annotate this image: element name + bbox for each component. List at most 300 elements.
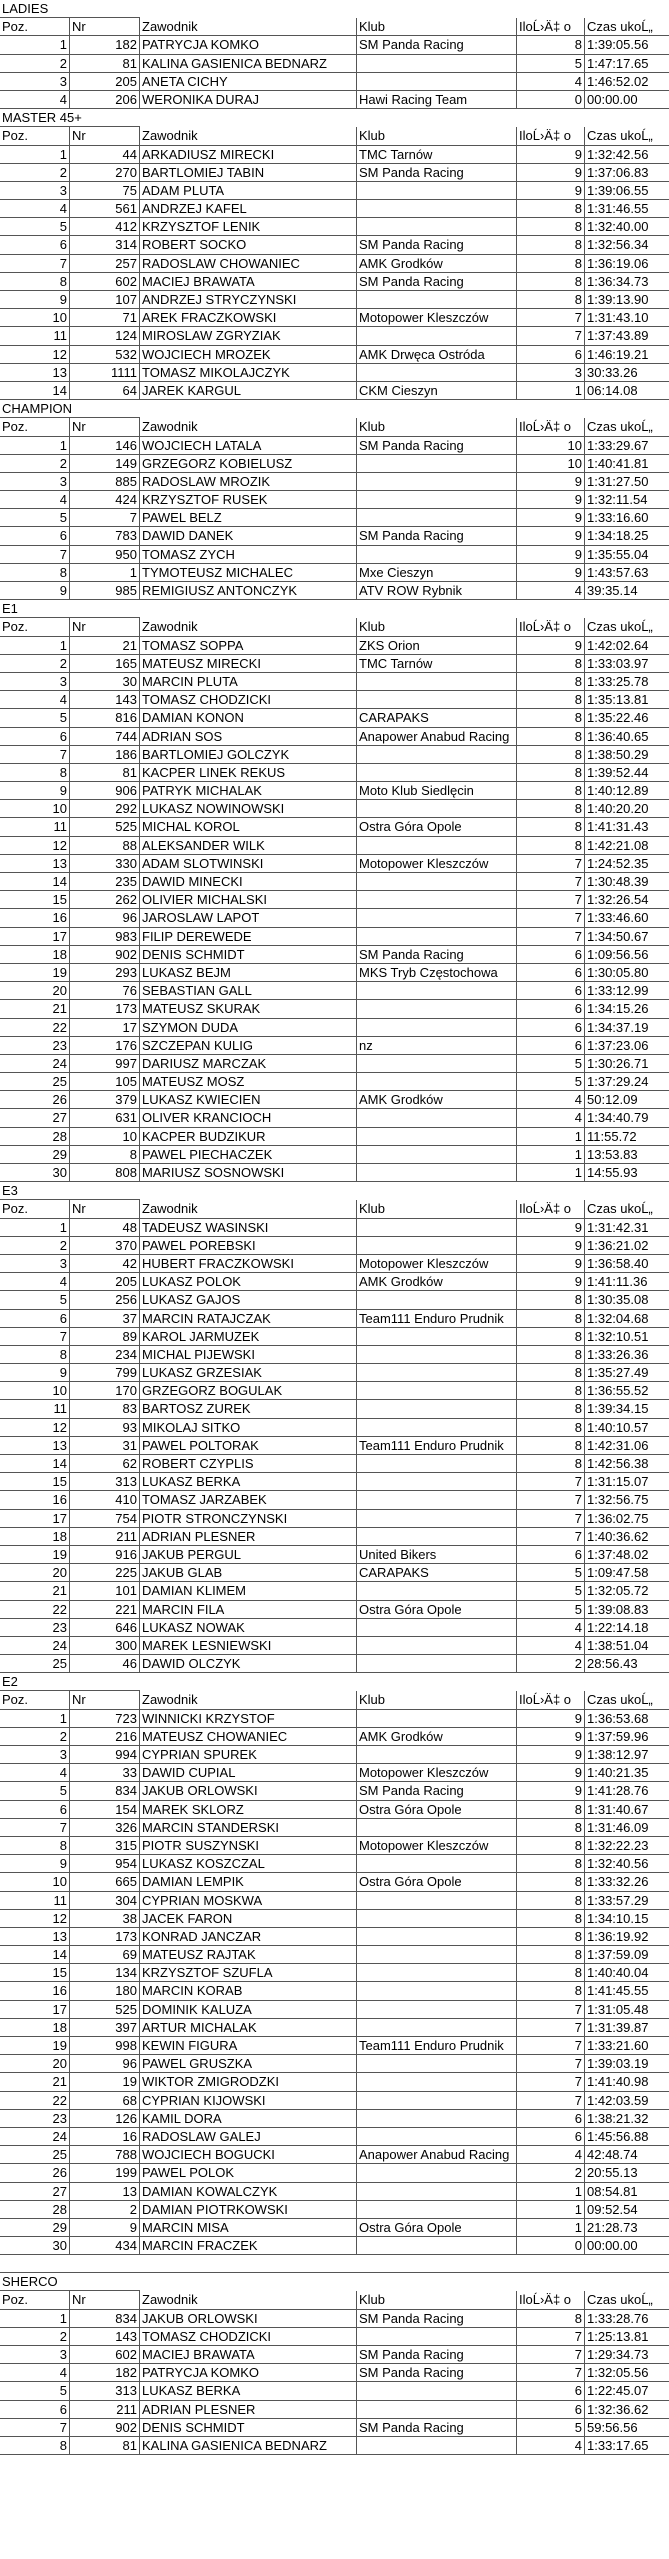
cell-zawodnik: MATEUSZ MOSZ bbox=[140, 1073, 357, 1091]
cell-zawodnik: CYPRIAN KIJOWSKI bbox=[140, 2092, 357, 2110]
cell-poz: 2 bbox=[0, 655, 70, 673]
table-row bbox=[0, 437, 669, 455]
cell-nr: 16 bbox=[70, 2128, 140, 2146]
cell-poz: 10 bbox=[0, 309, 70, 327]
cell-ilosc: 9 bbox=[517, 1728, 585, 1746]
cell-zawodnik: MARIUSZ SOSNOWSKI bbox=[140, 1164, 357, 1182]
cell-ilosc: 4 bbox=[517, 1619, 585, 1637]
cell-czas: 1:40:21.35 bbox=[585, 1764, 669, 1782]
cell-zawodnik: LUKASZ BERKA bbox=[140, 2382, 357, 2400]
cell-zawodnik: ROBERT CZYPLIS bbox=[140, 1455, 357, 1473]
cell-ilosc: 8 bbox=[517, 1346, 585, 1364]
table-row bbox=[0, 1364, 669, 1382]
cell-klub bbox=[357, 73, 517, 91]
cell-czas: 1:32:04.68 bbox=[585, 1310, 669, 1328]
column-header-czas: Czas ukoĹ„ bbox=[585, 18, 669, 36]
table-row bbox=[0, 1473, 669, 1491]
cell-poz: 6 bbox=[0, 236, 70, 254]
table-row bbox=[0, 2401, 669, 2419]
table-row bbox=[0, 2219, 669, 2237]
cell-ilosc: 7 bbox=[517, 1473, 585, 1491]
table-row bbox=[0, 637, 669, 655]
cell-ilosc: 6 bbox=[517, 1019, 585, 1037]
cell-nr: 107 bbox=[70, 291, 140, 309]
cell-poz: 16 bbox=[0, 1491, 70, 1509]
cell-poz: 6 bbox=[0, 728, 70, 746]
cell-nr: 96 bbox=[70, 2055, 140, 2073]
cell-nr: 370 bbox=[70, 1237, 140, 1255]
table-row bbox=[0, 527, 669, 545]
cell-ilosc: 9 bbox=[517, 509, 585, 527]
table-row bbox=[0, 1219, 669, 1237]
cell-zawodnik: ROBERT SOCKO bbox=[140, 236, 357, 254]
cell-klub bbox=[357, 1746, 517, 1764]
cell-ilosc: 7 bbox=[517, 1528, 585, 1546]
table-row bbox=[0, 782, 669, 800]
cell-zawodnik: MAREK LESNIEWSKI bbox=[140, 1637, 357, 1655]
cell-klub bbox=[357, 2237, 517, 2255]
table-row bbox=[0, 2037, 669, 2055]
cell-poz: 3 bbox=[0, 1746, 70, 1764]
cell-poz: 30 bbox=[0, 2237, 70, 2255]
cell-poz: 9 bbox=[0, 1364, 70, 1382]
cell-zawodnik: TOMASZ CHODZICKI bbox=[140, 2328, 357, 2346]
column-header-ilosc: IloĹ›Ä‡ o bbox=[517, 1691, 585, 1709]
category-title-text: LADIES bbox=[0, 0, 140, 18]
table-row bbox=[0, 1091, 669, 1109]
cell-ilosc: 1 bbox=[517, 382, 585, 400]
cell-czas: 1:33:21.60 bbox=[585, 2037, 669, 2055]
cell-poz: 14 bbox=[0, 382, 70, 400]
table-row bbox=[0, 964, 669, 982]
cell-czas: 00:00.00 bbox=[585, 91, 669, 109]
cell-zawodnik: MATEUSZ RAJTAK bbox=[140, 1946, 357, 1964]
table-row bbox=[0, 509, 669, 527]
cell-klub bbox=[357, 1328, 517, 1346]
cell-nr: 31 bbox=[70, 1437, 140, 1455]
cell-ilosc: 7 bbox=[517, 2092, 585, 2110]
table-row bbox=[0, 2328, 669, 2346]
cell-ilosc: 4 bbox=[517, 582, 585, 600]
table-row bbox=[0, 1764, 669, 1782]
cell-klub: CARAPAKS bbox=[357, 709, 517, 727]
cell-zawodnik: ARTUR MICHALAK bbox=[140, 2019, 357, 2037]
table-row bbox=[0, 691, 669, 709]
column-header-ilosc: IloĹ›Ä‡ o bbox=[517, 18, 585, 36]
cell-ilosc: 6 bbox=[517, 946, 585, 964]
cell-poz: 1 bbox=[0, 1219, 70, 1237]
cell-zawodnik: ADRIAN SOS bbox=[140, 728, 357, 746]
table-row bbox=[0, 1546, 669, 1564]
cell-ilosc: 6 bbox=[517, 2128, 585, 2146]
column-header-ilosc: IloĹ›Ä‡ o bbox=[517, 418, 585, 436]
cell-poz: 24 bbox=[0, 2128, 70, 2146]
cell-ilosc: 8 bbox=[517, 1837, 585, 1855]
table-row bbox=[0, 1619, 669, 1637]
cell-zawodnik: LUKASZ GRZESIAK bbox=[140, 1364, 357, 1382]
cell-zawodnik: MATEUSZ SKURAK bbox=[140, 1000, 357, 1018]
cell-poz: 6 bbox=[0, 527, 70, 545]
cell-klub bbox=[357, 473, 517, 491]
cell-czas: 1:30:05.80 bbox=[585, 964, 669, 982]
cell-poz: 27 bbox=[0, 1109, 70, 1127]
cell-czas: 1:37:48.02 bbox=[585, 1546, 669, 1564]
cell-nr: 950 bbox=[70, 546, 140, 564]
cell-zawodnik: KONRAD JANCZAR bbox=[140, 1928, 357, 1946]
cell-klub bbox=[357, 1928, 517, 1946]
cell-nr: 134 bbox=[70, 1964, 140, 1982]
cell-nr: 525 bbox=[70, 2001, 140, 2019]
cell-zawodnik: TOMASZ SOPPA bbox=[140, 637, 357, 655]
table-row bbox=[0, 818, 669, 836]
cell-klub: nz bbox=[357, 1037, 517, 1055]
column-header-klub: Klub bbox=[357, 18, 517, 36]
cell-poz: 6 bbox=[0, 2401, 70, 2419]
cell-ilosc: 8 bbox=[517, 1982, 585, 2000]
cell-zawodnik: TOMASZ ZYCH bbox=[140, 546, 357, 564]
cell-klub: SM Panda Racing bbox=[357, 2346, 517, 2364]
table-row bbox=[0, 1055, 669, 1073]
cell-zawodnik: LUKASZ BEJM bbox=[140, 964, 357, 982]
column-header-klub: Klub bbox=[357, 127, 517, 145]
cell-ilosc: 1 bbox=[517, 2183, 585, 2201]
table-row bbox=[0, 2055, 669, 2073]
cell-ilosc: 8 bbox=[517, 1400, 585, 1418]
cell-zawodnik: DENIS SCHMIDT bbox=[140, 946, 357, 964]
cell-ilosc: 8 bbox=[517, 1928, 585, 1946]
cell-zawodnik: PATRYCJA KOMKO bbox=[140, 36, 357, 54]
cell-czas: 1:32:42.56 bbox=[585, 146, 669, 164]
cell-ilosc: 8 bbox=[517, 1437, 585, 1455]
cell-ilosc: 0 bbox=[517, 91, 585, 109]
cell-zawodnik: GRZEGORZ BOGULAK bbox=[140, 1382, 357, 1400]
cell-czas: 1:33:17.65 bbox=[585, 2437, 669, 2455]
cell-ilosc: 1 bbox=[517, 1146, 585, 1164]
column-header-klub: Klub bbox=[357, 418, 517, 436]
cell-nr: 205 bbox=[70, 1273, 140, 1291]
cell-nr: 314 bbox=[70, 236, 140, 254]
table-row bbox=[0, 491, 669, 509]
cell-ilosc: 8 bbox=[517, 1328, 585, 1346]
cell-nr: 13 bbox=[70, 2183, 140, 2201]
cell-nr: 182 bbox=[70, 2364, 140, 2382]
cell-ilosc: 6 bbox=[517, 2401, 585, 2419]
cell-nr: 93 bbox=[70, 1419, 140, 1437]
cell-zawodnik: JACEK FARON bbox=[140, 1910, 357, 1928]
cell-zawodnik: MICHAL PIJEWSKI bbox=[140, 1346, 357, 1364]
cell-czas: 1:36:19.92 bbox=[585, 1928, 669, 1946]
cell-czas: 1:37:06.83 bbox=[585, 164, 669, 182]
column-header-klub: Klub bbox=[357, 2291, 517, 2309]
table-row bbox=[0, 2019, 669, 2037]
cell-ilosc: 8 bbox=[517, 1910, 585, 1928]
cell-nr: 262 bbox=[70, 891, 140, 909]
table-row bbox=[0, 1782, 669, 1800]
cell-klub: SM Panda Racing bbox=[357, 2419, 517, 2437]
cell-ilosc: 8 bbox=[517, 236, 585, 254]
cell-poz: 24 bbox=[0, 1637, 70, 1655]
cell-zawodnik: RADOSLAW GALEJ bbox=[140, 2128, 357, 2146]
cell-ilosc: 6 bbox=[517, 1546, 585, 1564]
cell-poz: 4 bbox=[0, 691, 70, 709]
cell-nr: 410 bbox=[70, 1491, 140, 1509]
cell-klub bbox=[357, 2019, 517, 2037]
cell-nr: 834 bbox=[70, 2310, 140, 2328]
cell-klub: AMK Grodków bbox=[357, 1091, 517, 1109]
cell-czas: 1:39:03.19 bbox=[585, 2055, 669, 2073]
cell-czas: 00:00.00 bbox=[585, 2237, 669, 2255]
cell-ilosc: 8 bbox=[517, 1310, 585, 1328]
cell-czas: 1:36:21.02 bbox=[585, 1237, 669, 1255]
cell-zawodnik: FILIP DEREWEDE bbox=[140, 928, 357, 946]
cell-nr: 906 bbox=[70, 782, 140, 800]
cell-nr: 33 bbox=[70, 1764, 140, 1782]
cell-ilosc: 8 bbox=[517, 1419, 585, 1437]
cell-klub: Team111 Enduro Prudnik bbox=[357, 1310, 517, 1328]
cell-poz: 1 bbox=[0, 637, 70, 655]
cell-czas: 39:35.14 bbox=[585, 582, 669, 600]
cell-nr: 665 bbox=[70, 1873, 140, 1891]
cell-klub: SM Panda Racing bbox=[357, 527, 517, 545]
cell-nr: 101 bbox=[70, 1582, 140, 1600]
cell-zawodnik: JAREK KARGUL bbox=[140, 382, 357, 400]
column-header-czas: Czas ukoĹ„ bbox=[585, 2291, 669, 2309]
cell-ilosc: 8 bbox=[517, 746, 585, 764]
cell-czas: 1:22:45.07 bbox=[585, 2382, 669, 2400]
table-row bbox=[0, 2382, 669, 2400]
cell-ilosc: 9 bbox=[517, 1237, 585, 1255]
cell-zawodnik: MIROSLAW ZGRYZIAK bbox=[140, 327, 357, 345]
cell-klub bbox=[357, 327, 517, 345]
cell-czas: 1:35:27.49 bbox=[585, 1364, 669, 1382]
cell-nr: 42 bbox=[70, 1255, 140, 1273]
cell-klub bbox=[357, 1946, 517, 1964]
cell-czas: 1:39:06.55 bbox=[585, 182, 669, 200]
cell-klub bbox=[357, 2183, 517, 2201]
cell-klub bbox=[357, 1400, 517, 1418]
column-header-poz: Poz. bbox=[0, 418, 70, 436]
cell-ilosc: 8 bbox=[517, 2310, 585, 2328]
cell-klub bbox=[357, 1073, 517, 1091]
column-header-poz: Poz. bbox=[0, 18, 70, 36]
cell-poz: 4 bbox=[0, 1273, 70, 1291]
cell-poz: 4 bbox=[0, 91, 70, 109]
cell-nr: 7 bbox=[70, 509, 140, 527]
cell-zawodnik: BARTOSZ ZUREK bbox=[140, 1400, 357, 1418]
cell-klub: CARAPAKS bbox=[357, 1564, 517, 1582]
cell-klub: Ostra Góra Opole bbox=[357, 818, 517, 836]
cell-ilosc: 2 bbox=[517, 1655, 585, 1673]
cell-klub: SM Panda Racing bbox=[357, 946, 517, 964]
cell-poz: 12 bbox=[0, 837, 70, 855]
cell-zawodnik: MATEUSZ MIRECKI bbox=[140, 655, 357, 673]
column-header-zawodnik: Zawodnik bbox=[140, 2291, 357, 2309]
table-row bbox=[0, 55, 669, 73]
cell-zawodnik: KRZYSZTOF SZUFLA bbox=[140, 1964, 357, 1982]
cell-nr: 8 bbox=[70, 1146, 140, 1164]
cell-zawodnik: PAWEL POREBSKI bbox=[140, 1237, 357, 1255]
cell-zawodnik: ANDRZEJ STRYCZYNSKI bbox=[140, 291, 357, 309]
cell-czas: 1:31:05.48 bbox=[585, 2001, 669, 2019]
cell-czas: 1:39:08.83 bbox=[585, 1601, 669, 1619]
cell-nr: 270 bbox=[70, 164, 140, 182]
cell-zawodnik: DAWID OLCZYK bbox=[140, 1655, 357, 1673]
cell-ilosc: 8 bbox=[517, 800, 585, 818]
table-row bbox=[0, 1946, 669, 1964]
cell-czas: 1:39:34.15 bbox=[585, 1400, 669, 1418]
cell-czas: 1:46:52.02 bbox=[585, 73, 669, 91]
cell-czas: 1:34:50.67 bbox=[585, 928, 669, 946]
cell-klub: AMK Grodków bbox=[357, 1273, 517, 1291]
cell-klub bbox=[357, 1346, 517, 1364]
cell-nr: 799 bbox=[70, 1364, 140, 1382]
cell-zawodnik: PIOTR SUSZYNSKI bbox=[140, 1837, 357, 1855]
cell-poz: 1 bbox=[0, 146, 70, 164]
table-row bbox=[0, 2128, 669, 2146]
table-row bbox=[0, 1710, 669, 1728]
cell-czas: 1:37:43.89 bbox=[585, 327, 669, 345]
cell-ilosc: 9 bbox=[517, 1782, 585, 1800]
cell-nr: 788 bbox=[70, 2146, 140, 2164]
cell-nr: 834 bbox=[70, 1782, 140, 1800]
cell-klub: MKS Tryb Częstochowa bbox=[357, 964, 517, 982]
cell-zawodnik: OLIVER KRANCIOCH bbox=[140, 1109, 357, 1127]
table-row bbox=[0, 236, 669, 254]
cell-ilosc: 7 bbox=[517, 909, 585, 927]
cell-czas: 1:33:32.26 bbox=[585, 1873, 669, 1891]
cell-zawodnik: KALINA GASIENICA BEDNARZ bbox=[140, 2437, 357, 2455]
cell-klub bbox=[357, 1473, 517, 1491]
cell-klub bbox=[357, 1000, 517, 1018]
cell-klub bbox=[357, 2055, 517, 2073]
table-row bbox=[0, 73, 669, 91]
table-row bbox=[0, 1346, 669, 1364]
cell-klub: AMK Drwęca Ostróda bbox=[357, 346, 517, 364]
cell-klub bbox=[357, 800, 517, 818]
cell-poz: 2 bbox=[0, 55, 70, 73]
cell-klub bbox=[357, 2001, 517, 2019]
cell-poz: 2 bbox=[0, 2328, 70, 2346]
column-header-czas: Czas ukoĹ„ bbox=[585, 1200, 669, 1218]
cell-zawodnik: LUKASZ POLOK bbox=[140, 1273, 357, 1291]
cell-ilosc: 8 bbox=[517, 818, 585, 836]
cell-zawodnik: PAWEL POLOK bbox=[140, 2164, 357, 2182]
cell-czas: 1:40:12.89 bbox=[585, 782, 669, 800]
cell-czas: 1:43:57.63 bbox=[585, 564, 669, 582]
cell-ilosc: 7 bbox=[517, 309, 585, 327]
cell-nr: 173 bbox=[70, 1928, 140, 1946]
cell-poz: 29 bbox=[0, 2219, 70, 2237]
cell-czas: 1:41:45.55 bbox=[585, 1982, 669, 2000]
cell-ilosc: 4 bbox=[517, 2146, 585, 2164]
cell-poz: 16 bbox=[0, 909, 70, 927]
column-header-row bbox=[0, 127, 669, 145]
table-row bbox=[0, 1655, 669, 1673]
cell-czas: 1:31:40.67 bbox=[585, 1801, 669, 1819]
cell-klub: SM Panda Racing bbox=[357, 273, 517, 291]
cell-klub: Motopower Kleszczów bbox=[357, 309, 517, 327]
cell-czas: 1:42:31.06 bbox=[585, 1437, 669, 1455]
cell-klub bbox=[357, 1510, 517, 1528]
cell-poz: 15 bbox=[0, 1473, 70, 1491]
cell-poz: 7 bbox=[0, 1328, 70, 1346]
category-title bbox=[0, 109, 669, 127]
cell-ilosc: 10 bbox=[517, 455, 585, 473]
cell-poz: 5 bbox=[0, 1782, 70, 1800]
table-row bbox=[0, 1310, 669, 1328]
column-header-czas: Czas ukoĹ„ bbox=[585, 1691, 669, 1709]
cell-czas: 1:41:31.43 bbox=[585, 818, 669, 836]
cell-nr: 182 bbox=[70, 36, 140, 54]
cell-czas: 1:37:29.24 bbox=[585, 1073, 669, 1091]
cell-czas: 1:32:11.54 bbox=[585, 491, 669, 509]
cell-nr: 44 bbox=[70, 146, 140, 164]
cell-nr: 46 bbox=[70, 1655, 140, 1673]
cell-klub: TMC Tarnów bbox=[357, 655, 517, 673]
cell-zawodnik: JAROSLAW LAPOT bbox=[140, 909, 357, 927]
table-row bbox=[0, 1910, 669, 1928]
cell-zawodnik: ADRIAN PLESNER bbox=[140, 2401, 357, 2419]
cell-zawodnik: LUKASZ KOSZCZAL bbox=[140, 1855, 357, 1873]
cell-zawodnik: DAMIAN KLIMEM bbox=[140, 1582, 357, 1600]
cell-nr: 154 bbox=[70, 1801, 140, 1819]
cell-ilosc: 7 bbox=[517, 891, 585, 909]
cell-ilosc: 8 bbox=[517, 1873, 585, 1891]
cell-nr: 602 bbox=[70, 2346, 140, 2364]
column-header-zawodnik: Zawodnik bbox=[140, 127, 357, 145]
cell-klub bbox=[357, 1219, 517, 1237]
cell-klub: AMK Grodków bbox=[357, 1728, 517, 1746]
cell-czas: 1:36:40.65 bbox=[585, 728, 669, 746]
cell-czas: 1:33:25.78 bbox=[585, 673, 669, 691]
cell-klub bbox=[357, 1237, 517, 1255]
cell-czas: 1:37:59.96 bbox=[585, 1728, 669, 1746]
cell-nr: 315 bbox=[70, 1837, 140, 1855]
cell-nr: 199 bbox=[70, 2164, 140, 2182]
cell-nr: 176 bbox=[70, 1037, 140, 1055]
cell-poz: 29 bbox=[0, 1146, 70, 1164]
cell-ilosc: 7 bbox=[517, 2346, 585, 2364]
column-header-czas: Czas ukoĹ„ bbox=[585, 127, 669, 145]
column-header-nr: Nr bbox=[70, 418, 140, 436]
table-row bbox=[0, 2201, 669, 2219]
column-header-nr: Nr bbox=[70, 127, 140, 145]
cell-klub: CKM Cieszyn bbox=[357, 382, 517, 400]
cell-zawodnik: DOMINIK KALUZA bbox=[140, 2001, 357, 2019]
cell-czas: 13:53.83 bbox=[585, 1146, 669, 1164]
cell-zawodnik: DAWID DANEK bbox=[140, 527, 357, 545]
cell-nr: 723 bbox=[70, 1710, 140, 1728]
cell-zawodnik: MACIEJ BRAWATA bbox=[140, 273, 357, 291]
table-row bbox=[0, 273, 669, 291]
category-title-text: MASTER 45+ bbox=[0, 109, 140, 127]
cell-klub: Ostra Góra Opole bbox=[357, 1801, 517, 1819]
cell-zawodnik: MAREK SKLORZ bbox=[140, 1801, 357, 1819]
cell-czas: 1:29:34.73 bbox=[585, 2346, 669, 2364]
cell-zawodnik: DAMIAN LEMPIK bbox=[140, 1873, 357, 1891]
cell-zawodnik: ANETA CICHY bbox=[140, 73, 357, 91]
cell-zawodnik: KAMIL DORA bbox=[140, 2110, 357, 2128]
cell-zawodnik: PATRYCJA KOMKO bbox=[140, 2364, 357, 2382]
cell-zawodnik: RADOSLAW MROZIK bbox=[140, 473, 357, 491]
column-header-poz: Poz. bbox=[0, 2291, 70, 2309]
cell-czas: 1:09:47.58 bbox=[585, 1564, 669, 1582]
cell-ilosc: 8 bbox=[517, 1946, 585, 1964]
table-row bbox=[0, 382, 669, 400]
table-row bbox=[0, 873, 669, 891]
cell-zawodnik: SZYMON DUDA bbox=[140, 1019, 357, 1037]
table-row bbox=[0, 1037, 669, 1055]
